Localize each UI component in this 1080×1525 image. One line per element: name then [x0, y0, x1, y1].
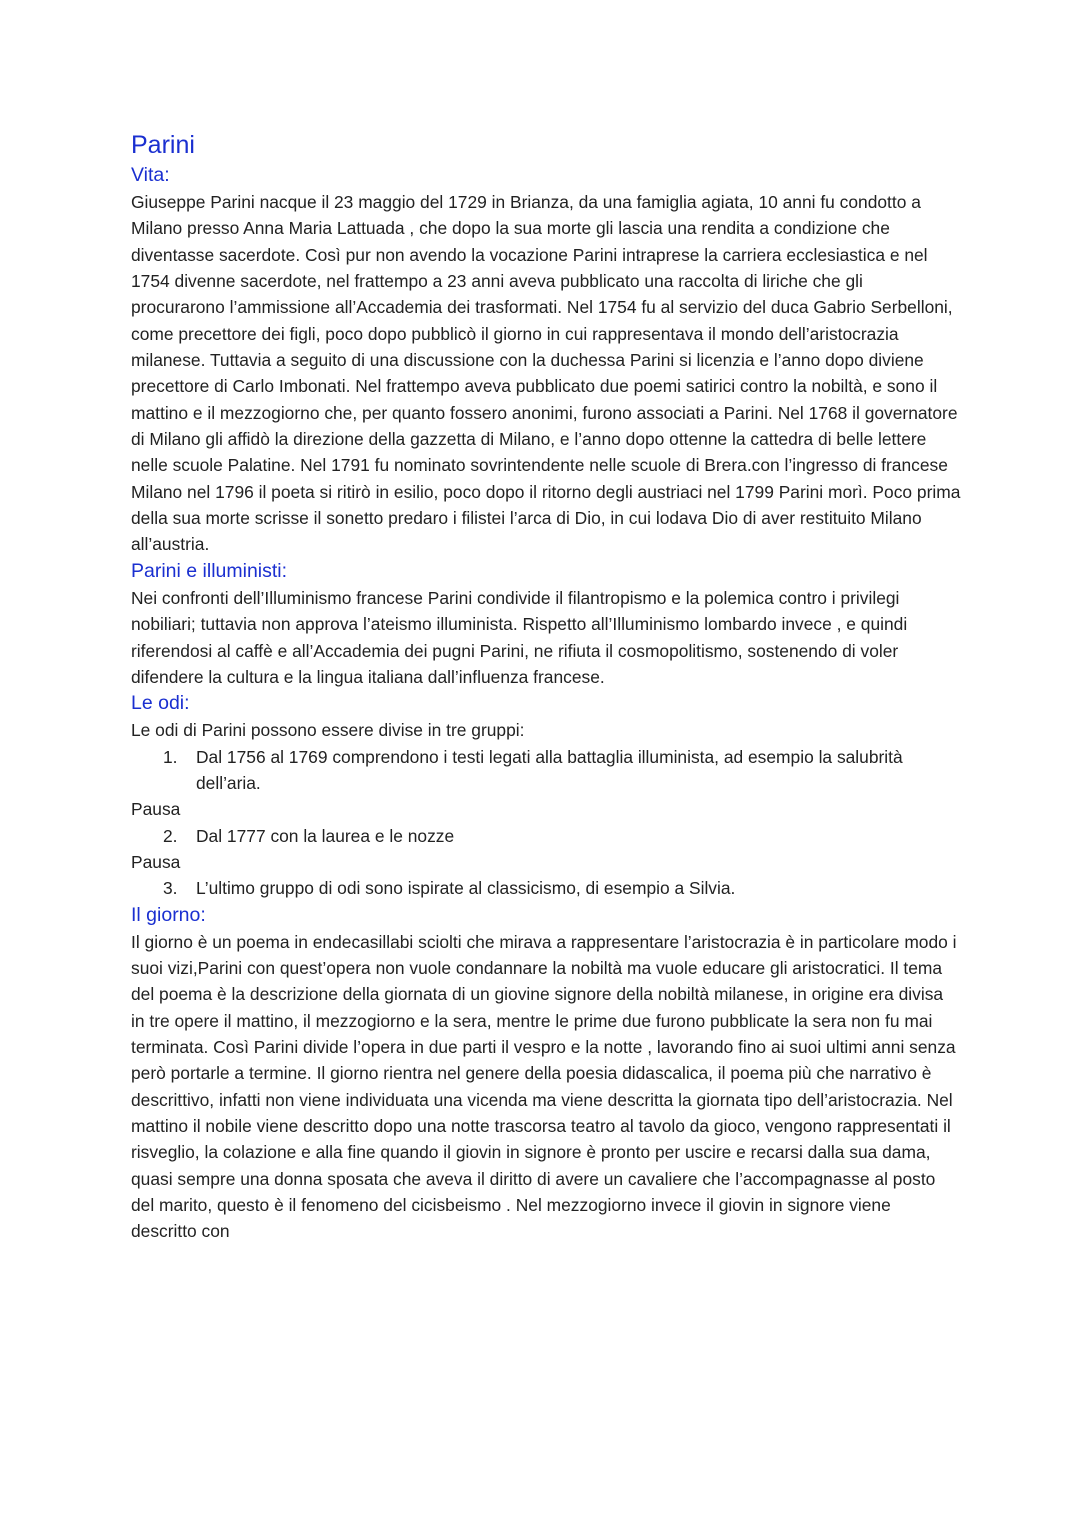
- odi-list-3: [131, 875, 961, 901]
- pause-label: Pausa: [131, 851, 181, 872]
- list-item: [131, 823, 961, 849]
- odi-intro: Le odi di Parini possono essere divise in tre gruppi:: [131, 720, 525, 741]
- list-item-number: 3.: [163, 878, 178, 899]
- section-heading-odi: Le odi:: [131, 692, 190, 715]
- list-item-number: 2.: [163, 825, 178, 846]
- section-text-giorno: Il giorno è un poema in endecasillabi sciolti che mirava a rappresentare l’aristocrazia è in particolare modo i suoi vizi,Parini con quest’opera non vuole condannare la nobiltà ma vuole educare gli aristocratici. Il tema del poema è la descrizione della giornata di un giovine signore della nobiltà milanese, in origine era divisa in tre opere il mattino, il mezzogiorno e la sera, mentre le prime due furono pubblicate la sera non fu mai terminata. Così Parini divide l’opera in due parti il vespro e la notte , lavorando fino ai suoi ultimi anni senza però portarle a termine. Il giorno rientra nel genere della poesia didascalica, il poema più che narrativo è descrittivo, infatti non viene individuata una vicenda ma viene descritta la giornata tipo dell’aristocrazia. Nel mattino il nobile viene descritto dopo una notte trascorsa teatro al tavolo da gioco, vengono rappresentati il risveglio, la colazione e alla fine quando il giovin in signore è pronto per uscire e recarsi dalla sua dama, quasi sempre una donna sposata che aveva il diritto di avere un cavaliere che l’accompagnasse al posto del marito, questo è il fenomeno del cicisbeismo . Nel mezzogiorno invece il giovin in signore viene descritto con: [131, 931, 957, 1242]
- section-heading-illuministi: Parini e illuministi:: [131, 559, 288, 582]
- section-heading-vita: Vita:: [131, 164, 170, 186]
- list-item: [131, 744, 961, 797]
- list-item-text: L’ultimo gruppo di odi sono ispirate al classicismo, di esempio a Silvia.: [196, 878, 736, 899]
- list-item: [131, 875, 961, 901]
- document-title: Parini: [131, 131, 195, 159]
- odi-list-2: [131, 823, 961, 849]
- pause-label: Pausa: [131, 799, 181, 820]
- list-item-number: 1.: [163, 746, 178, 767]
- section-heading-giorno: Il giorno:: [131, 903, 206, 926]
- list-item-text: Dal 1777 con la laurea e le nozze: [196, 825, 455, 846]
- list-item-text: Dal 1756 al 1769 comprendono i testi legati alla battaglia illuminista, ad esempio la salubrità dell’aria.: [196, 746, 903, 793]
- section-text-vita: Giuseppe Parini nacque il 23 maggio del 1729 in Brianza, da una famiglia agiata, 10 anni fu condotto a Milano presso Anna Maria Lattuada , che dopo la sua morte gli lascia una rendita a condizione che diventasse sacerdote. Così pur non avendo la vocazione Parini intraprese la carriera ecclesiastica e nel 1754 divenne sacerdote, nel frattempo a 23 anni aveva pubblicato una raccolta di liriche che gli procurarono l’ammissione all’Accademia dei trasformati. Nel 1754 fu al servizio del duca Gabrio Serbelloni, come precettore dei figli, poco dopo pubblicò il giorno in cui rappresentava il mondo dell’aristocrazia milanese. Tuttavia a seguito di una discussione con la duchessa Parini si licenzia e l’anno dopo diviene precettore di Carlo Imbonati. Nel frattempo aveva pubblicato due poemi satirici contro la nobiltà, e sono il mattino e il mezzogiorno che, per quanto fossero anonimi, furono associati a Parini. Nel 1768 il governatore di Milano gli affidò la direzione della gazzetta di Milano, e l’anno dopo ottenne la cattedra di belle lettere nelle scuole Palatine. Nel 1791 fu nominato sovrintendente nelle scuole di Brera.con l’ingresso di francese Milano nel 1796 il poeta si ritirò in esilio, poco dopo il ritorno degli austriaci nel 1799 Parini morì. Poco prima della sua morte scrisse il sonetto predaro i filistei l’arca di Dio, in cui lodava Dio di aver restituito Milano all’austria.: [131, 192, 961, 555]
- odi-list-1: [131, 744, 961, 797]
- document-page: [131, 128, 961, 1245]
- section-text-illuministi: Nei confronti dell’Illuminismo francese Parini condivide il filantropismo e la polemica contro i privilegi nobiliari; tuttavia non approva l’ateismo illuminista. Rispetto all’Illuminismo lombardo invece , e quindi riferendosi al caffè e all’Accademia dei pugni Parini, ne rifiuta il cosmopolitismo, sostenendo di voler difendere la cultura e la lingua italiana dall’influenza francese.: [131, 587, 908, 687]
